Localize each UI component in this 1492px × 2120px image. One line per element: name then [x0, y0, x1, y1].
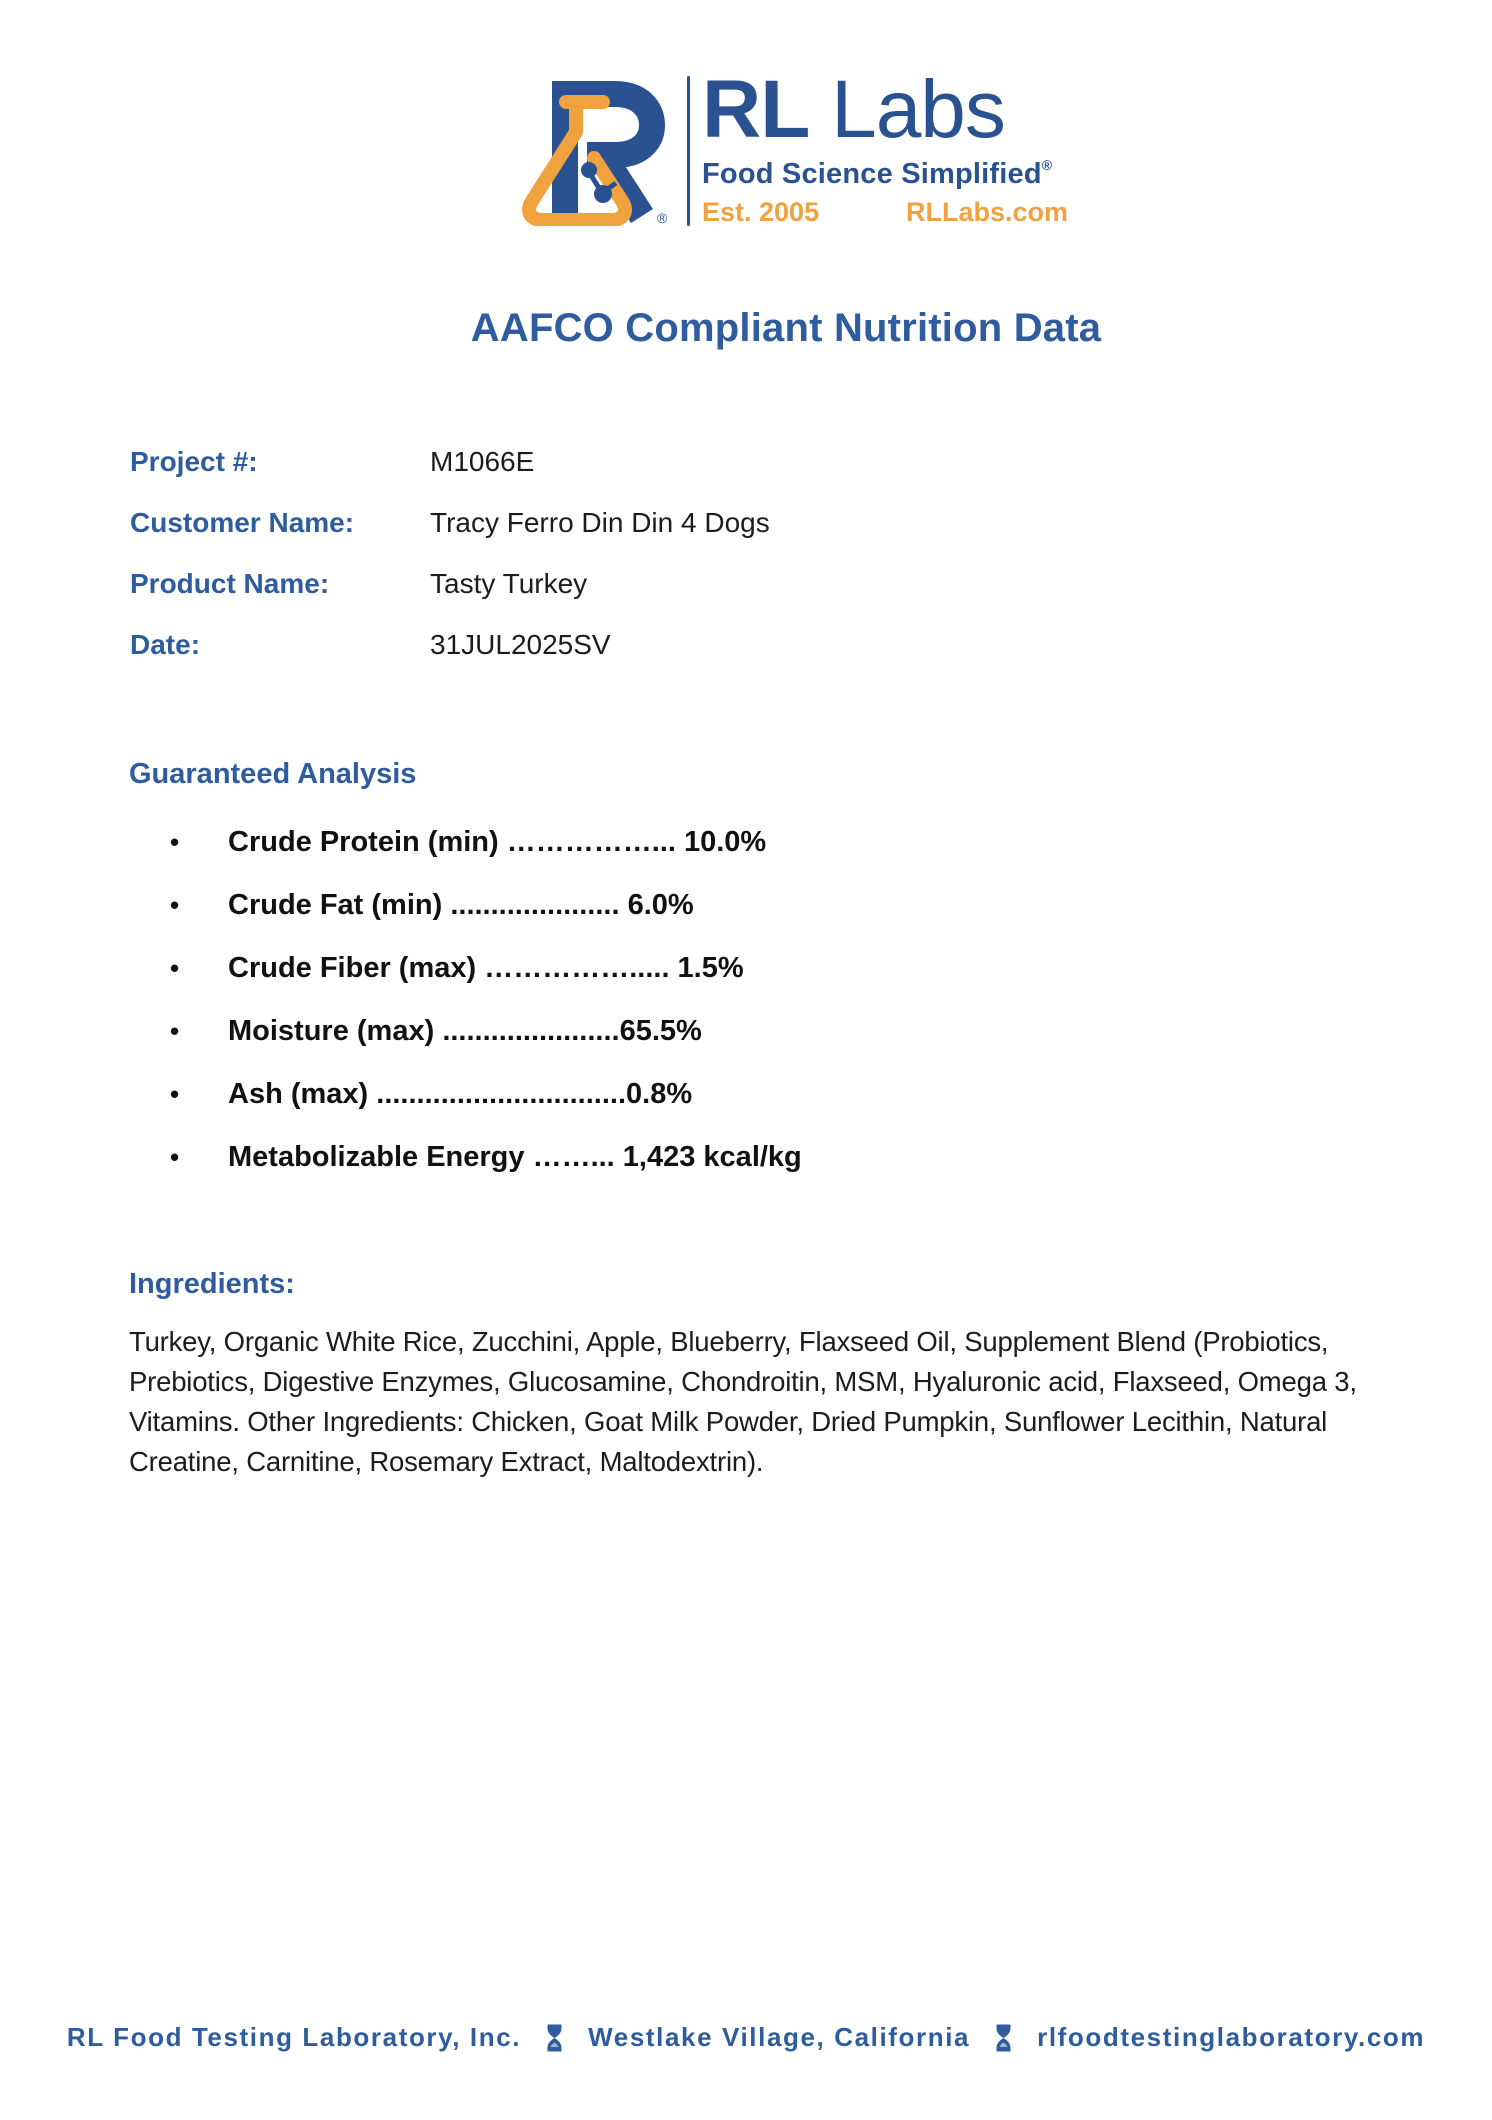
ga-item-ash — [170, 1076, 802, 1112]
field-row-date — [130, 629, 770, 690]
bullet-icon: • — [170, 1016, 180, 1046]
registered-mark: ® — [1041, 157, 1053, 173]
ga-item-moisture — [170, 1013, 802, 1049]
ga-item-crude-fiber — [170, 950, 802, 986]
ga-item-text: Ash (max) ...............................0.8% — [228, 1078, 693, 1110]
svg-text:®: ® — [657, 210, 668, 226]
bullet-icon: • — [170, 953, 180, 983]
ga-item-metabolizable-energy — [170, 1139, 802, 1175]
customer-name-label: Customer Name: — [130, 507, 355, 538]
brand-name-light: Labs — [809, 64, 1005, 155]
logo-website-text: RLLabs.com — [905, 197, 1068, 227]
ingredients-paragraph: Turkey, Organic White Rice, Zucchini, Apple, Blueberry, Flaxseed Oil, Supplement Blend (Probiotics, Prebiotics, Digestive Enzymes, Glucosamine, Chondroitin, MSM, Hyaluronic acid, Flaxseed, Omega 3, Vitamins. Other Ingredients: Chicken, Goat Milk Powder, Dried Pumpkin, Sunflower Lecithin, Natural Creatine, Carnitine, Rosemary Extract, Maltodextrin). — [129, 1326, 1357, 1477]
ga-item-text: Moisture (max) ......................65.5% — [228, 1015, 702, 1047]
hourglass-icon — [994, 2023, 1013, 2053]
ga-item-crude-protein — [170, 824, 802, 860]
field-row-product-name — [130, 568, 770, 629]
brand-name-bold: RL — [702, 64, 810, 155]
page-title: AAFCO Compliant Nutrition Data — [470, 306, 1102, 350]
bullet-icon: • — [170, 827, 180, 857]
ga-item-text: Metabolizable Energy ……... 1,423 kcal/kg — [228, 1141, 802, 1173]
rl-labs-logo — [505, 64, 1068, 228]
footer-website: rlfoodtestinglaboratory.com — [1037, 2022, 1426, 2052]
date-value: 31JUL2025SV — [430, 629, 611, 660]
date-label: Date: — [130, 629, 201, 660]
ga-item-text: Crude Protein (min) ……………... 10.0% — [228, 826, 767, 858]
ingredients-heading: Ingredients: — [129, 1268, 295, 1300]
project-info — [130, 446, 770, 690]
ga-item-crude-fat — [170, 887, 802, 923]
guaranteed-analysis-heading: Guaranteed Analysis — [129, 758, 417, 790]
footer-location: Westlake Village, California — [588, 2022, 971, 2052]
bullet-icon: • — [170, 1079, 180, 1109]
flask-molecule-icon — [505, 70, 677, 226]
ga-item-text: Crude Fiber (max) ……………..... 1.5% — [228, 952, 744, 984]
project-number-value: M1066E — [430, 446, 535, 477]
brand-name — [702, 64, 1068, 155]
hourglass-icon — [545, 2023, 564, 2053]
page-footer — [0, 2022, 1492, 2053]
project-number-label: Project #: — [130, 446, 258, 477]
customer-name-value: Tracy Ferro Din Din 4 Dogs — [430, 507, 770, 538]
field-row-project-number — [130, 446, 770, 507]
brand-tagline: Food Science Simplified® — [702, 157, 1053, 190]
field-row-customer-name — [130, 507, 770, 568]
guaranteed-analysis-list — [170, 824, 802, 1202]
established-text: Est. 2005 — [702, 197, 820, 227]
logo-divider — [687, 76, 690, 226]
footer-company: RL Food Testing Laboratory, Inc. — [66, 2022, 522, 2052]
ga-item-text: Crude Fat (min) ..................... 6.0% — [228, 889, 694, 921]
bullet-icon: • — [170, 890, 180, 920]
product-name-value: Tasty Turkey — [430, 568, 588, 599]
bullet-icon: • — [170, 1142, 180, 1172]
product-name-label: Product Name: — [130, 568, 330, 599]
